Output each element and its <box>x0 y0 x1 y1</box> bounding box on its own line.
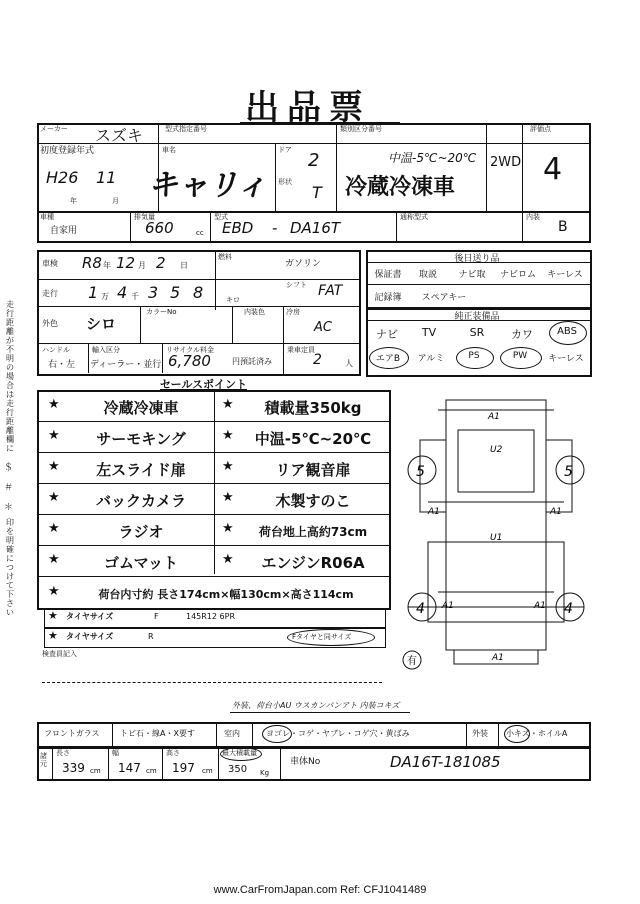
import-label: 輸入区分 <box>92 346 120 354</box>
equipment-item: TV <box>421 326 437 339</box>
divider <box>216 722 217 746</box>
equipment-item: ABS <box>557 326 577 337</box>
rear-doc-item: 記録簿 <box>374 293 402 303</box>
damage-mark: A1 <box>534 601 546 611</box>
inspector-line <box>42 682 382 683</box>
doors-value: 2 <box>308 150 320 171</box>
sales-point: 左スライド扉 <box>96 461 186 479</box>
rear-doc-item: 取説 <box>418 270 437 280</box>
height-label: 高さ <box>166 749 180 757</box>
star-icon: ★ <box>222 521 234 536</box>
damage-mark: A1 <box>492 653 504 663</box>
capacity-value: 2 <box>313 352 322 368</box>
interior-grade-value: B <box>558 219 568 235</box>
equipment-item: PW <box>512 351 528 361</box>
color-label: 外色 <box>42 319 58 328</box>
sales-point: 荷台地上高約73cm <box>258 525 368 539</box>
mileage-digit: 5 <box>170 283 181 302</box>
wheel-mark: 4 <box>416 601 425 617</box>
equipment-item: エアB <box>375 354 401 364</box>
divider <box>108 747 109 779</box>
divider <box>218 747 219 779</box>
divider <box>162 747 163 779</box>
damage-mark: U2 <box>490 445 503 455</box>
divider <box>37 421 389 422</box>
mileage-unit: 万 <box>101 292 109 301</box>
divider <box>130 211 131 241</box>
vin-label: 車体No <box>290 757 321 767</box>
star-icon: ★ <box>222 459 234 474</box>
exterior-condition-label: 外装 <box>472 729 488 738</box>
mileage-digit: 4 <box>117 283 128 302</box>
equipment-item: SR <box>469 326 485 339</box>
usage-label: 車種 <box>40 213 54 221</box>
category-number-label: 類別区分番号 <box>340 125 382 133</box>
divider <box>466 722 467 746</box>
aircon-label: 冷房 <box>286 308 300 316</box>
tire-front-label: F <box>154 612 159 621</box>
length-unit: cm <box>90 767 101 775</box>
mileage-unit: 千 <box>131 292 139 301</box>
sales-point: エンジンR06A <box>261 554 365 572</box>
grade-label: 評価点 <box>530 125 551 133</box>
aircon-value: AC <box>314 320 332 335</box>
divider <box>88 343 89 373</box>
divider <box>112 722 113 746</box>
page-title: 出品票 <box>245 88 371 128</box>
windshield-value: トビ石・線A・X要す <box>120 729 195 738</box>
tire-rear-label: R <box>148 632 154 641</box>
divider <box>366 262 590 263</box>
rear-doc-item: ナビロム <box>499 270 536 280</box>
star-icon: ★ <box>48 609 58 622</box>
capacity-unit: 人 <box>345 359 353 368</box>
left-note: 印を明確につけて下さい <box>6 518 14 617</box>
interior-condition-label: 室内 <box>224 729 240 738</box>
star-icon: ★ <box>48 521 60 536</box>
damage-mark: A1 <box>442 601 454 611</box>
divider <box>52 747 53 779</box>
shift-value: FAT <box>318 283 343 299</box>
divider <box>210 211 211 241</box>
star-icon: ★ <box>48 428 60 443</box>
star-icon: ★ <box>222 397 234 412</box>
displacement-unit: cc <box>196 229 204 237</box>
car-name-label: 車名 <box>162 146 176 154</box>
maker-label: メーカー <box>40 125 68 133</box>
fuel-value: ガソリン <box>285 259 322 269</box>
height-value: 197 <box>172 761 195 775</box>
mileage-label: 走行 <box>42 289 58 298</box>
model-code-prefix: EBD <box>222 219 254 237</box>
wheel-mark: 5 <box>416 464 425 480</box>
divider <box>37 514 389 515</box>
divider <box>366 284 590 285</box>
first-registration-year: H26 <box>46 168 79 187</box>
length-label: 長さ <box>56 749 70 757</box>
rear-doc-item: ナビ取 <box>458 270 486 280</box>
star-icon: ★ <box>48 552 60 567</box>
inspection-month: 12 <box>116 254 136 272</box>
left-note: 走行距離が不明の場合は走行距離欄に <box>6 300 14 453</box>
sales-point: ゴムマット <box>103 554 179 572</box>
cargo-bed-outline <box>446 400 546 650</box>
inspection-month-unit: 月 <box>138 261 146 270</box>
star-icon: ★ <box>48 397 60 412</box>
divider <box>283 306 284 374</box>
sales-point: 積載量350kg <box>264 399 362 417</box>
divider <box>336 123 337 211</box>
color-code-label: カラーNo <box>146 308 177 316</box>
month-unit: 月 <box>112 197 119 205</box>
dimensions-side-label: 諸元 <box>40 752 47 768</box>
width-unit: cm <box>146 767 157 775</box>
rear-doc-item: キーレス <box>547 270 583 280</box>
rear-doc-item: スペアキー <box>421 293 467 303</box>
body-type: 冷蔵冷凍車 <box>345 175 456 200</box>
equipment-item: キーレス <box>548 354 584 364</box>
wheel-mark: 5 <box>564 464 573 480</box>
star-icon: ★ <box>222 428 234 443</box>
divider <box>37 452 389 453</box>
exterior-note-underline <box>230 712 410 713</box>
steering-label: ハンドル <box>42 346 70 354</box>
fuel-label: 燃料 <box>218 253 232 261</box>
divider <box>366 320 590 321</box>
car-name-value: キャリィ <box>148 168 267 203</box>
divider <box>37 306 359 307</box>
common-model-label: 通称型式 <box>400 213 428 221</box>
cab-roof <box>458 430 534 492</box>
divider <box>498 722 499 746</box>
vehicle-diagram <box>398 392 594 692</box>
first-registration-label: 初度登録年式 <box>40 146 95 156</box>
usage-value: 自家用 <box>50 226 78 236</box>
height-unit: cm <box>202 767 213 775</box>
length-value: 339 <box>62 761 85 775</box>
mileage-digit: 1 <box>88 283 99 302</box>
mileage-km-unit: キロ <box>226 296 240 304</box>
divider <box>37 576 389 577</box>
divider <box>232 306 233 343</box>
divider <box>396 211 397 241</box>
divider <box>252 722 253 746</box>
divider <box>162 343 163 373</box>
damage-mark: A1 <box>428 507 440 517</box>
sales-point: サーモキング <box>96 430 186 448</box>
inspection-day: 2 <box>156 254 166 272</box>
divider <box>522 211 523 241</box>
model-code-dash: - <box>272 219 278 237</box>
wheel-mark: 4 <box>564 601 573 617</box>
tire-size-label: タイヤサイズ <box>66 612 114 621</box>
body-center <box>428 502 564 592</box>
equipment-item: ナビ <box>376 328 398 341</box>
inspection-era: R8 <box>82 254 102 272</box>
recycle-note: 円預託済み <box>232 357 272 366</box>
divider <box>275 143 276 211</box>
left-note: ＊ <box>4 503 14 513</box>
interior-condition-value: ヨゴレ・コゲ・ヤブレ・コゲ穴・黄ばみ <box>266 729 410 738</box>
year-unit: 年 <box>70 197 77 205</box>
rear-docs-header: 後日送り品 <box>454 254 500 264</box>
score-value: 4 <box>543 152 563 187</box>
left-note: ＃ <box>4 483 14 493</box>
divider <box>522 123 523 211</box>
sales-point-wide: 荷台内寸約 長さ174cm×幅130cm×高さ114cm <box>98 588 354 601</box>
equipment-item: PS <box>468 351 480 361</box>
displacement-value: 660 <box>145 219 174 237</box>
width-value: 147 <box>118 761 141 775</box>
divider <box>214 390 215 574</box>
model-code-value: DA16T <box>290 219 341 237</box>
sales-point: 木製すのこ <box>275 492 351 510</box>
shift-label: シフト <box>286 281 307 289</box>
sales-points-header: セールスポイント <box>160 378 248 391</box>
mileage-digit: 8 <box>193 283 204 302</box>
sales-point: リア観音扉 <box>275 461 351 479</box>
rear-doc-item: 保証書 <box>374 270 402 280</box>
inspection-year-unit: 年 <box>103 261 111 270</box>
load-value: 350 <box>228 764 248 775</box>
model-designation-label: 型式指定番号 <box>165 125 207 133</box>
sales-point: バックカメラ <box>95 492 186 510</box>
width-label: 幅 <box>112 749 119 757</box>
divider <box>37 343 359 344</box>
bottom-mark: 有 <box>407 656 417 667</box>
mileage-digit: 3 <box>148 283 159 302</box>
import-value: ディーラー・並行 <box>90 360 162 370</box>
load-label: 最大積載量 <box>222 749 257 757</box>
sales-point: 中温-5℃~20℃ <box>254 430 372 448</box>
star-icon: ★ <box>48 584 60 599</box>
inspector-label: 検査員記入 <box>42 650 77 658</box>
star-icon: ★ <box>48 459 60 474</box>
exterior-condition-value: 小キズ・ホイルA <box>506 729 568 738</box>
shape-label: 形状 <box>278 178 292 186</box>
equipment-item: カワ <box>511 328 533 341</box>
sales-point: 冷蔵冷凍車 <box>103 399 179 417</box>
vin-value: DA16T-181085 <box>390 753 501 771</box>
equipment-item: アルミ <box>417 354 445 364</box>
divider <box>486 123 487 211</box>
exterior-note: 外装、荷台小AU ウスカンパンアト 内装コキズ <box>232 701 400 710</box>
star-icon: ★ <box>222 490 234 505</box>
interior-color-label: 内装色 <box>244 308 265 316</box>
cargo-note: 中温-5℃~20℃ <box>388 151 477 165</box>
divider <box>37 483 389 484</box>
recycle-value: 6,780 <box>168 352 211 370</box>
windshield-label: フロントガラス <box>44 729 100 738</box>
shape-value: T <box>312 183 322 202</box>
left-note: ＄ <box>4 463 14 473</box>
maker-value: スズキ <box>95 126 144 145</box>
steering-value: 右・左 <box>48 360 76 370</box>
damage-mark: A1 <box>550 507 562 517</box>
model-code-label: 型式 <box>214 213 228 221</box>
equipment-header: 純正装備品 <box>454 312 500 322</box>
divider <box>140 306 141 343</box>
divider <box>215 250 216 310</box>
damage-mark: U1 <box>490 533 503 543</box>
tire-size-label: タイヤサイズ <box>66 632 114 641</box>
displacement-label: 排気量 <box>134 213 155 221</box>
color-value: シロ <box>86 315 117 333</box>
divider <box>37 279 359 280</box>
sales-point: ラジオ <box>118 523 164 541</box>
tire-same-note: Fタイヤと同サイズ <box>292 633 352 641</box>
load-unit: Kg <box>260 769 270 777</box>
star-icon: ★ <box>222 552 234 567</box>
drive-type: 2WD <box>490 155 522 170</box>
capacity-label: 乗車定員 <box>287 346 315 354</box>
interior-grade-label: 内装 <box>526 213 540 221</box>
divider <box>280 747 281 779</box>
inspection-label: 車検 <box>42 259 58 268</box>
tire-front-value: 145R12 6PR <box>186 612 236 621</box>
damage-mark: A1 <box>488 412 500 422</box>
star-icon: ★ <box>48 629 58 642</box>
divider <box>37 545 389 546</box>
footer-reference: www.CarFromJapan.com Ref: CFJ1041489 <box>213 884 427 896</box>
doors-label: ドア <box>278 146 292 154</box>
first-registration-month: 11 <box>96 168 117 187</box>
star-icon: ★ <box>48 490 60 505</box>
recycle-label: リサイクル料金 <box>166 346 215 354</box>
inspection-day-unit: 日 <box>180 261 188 270</box>
